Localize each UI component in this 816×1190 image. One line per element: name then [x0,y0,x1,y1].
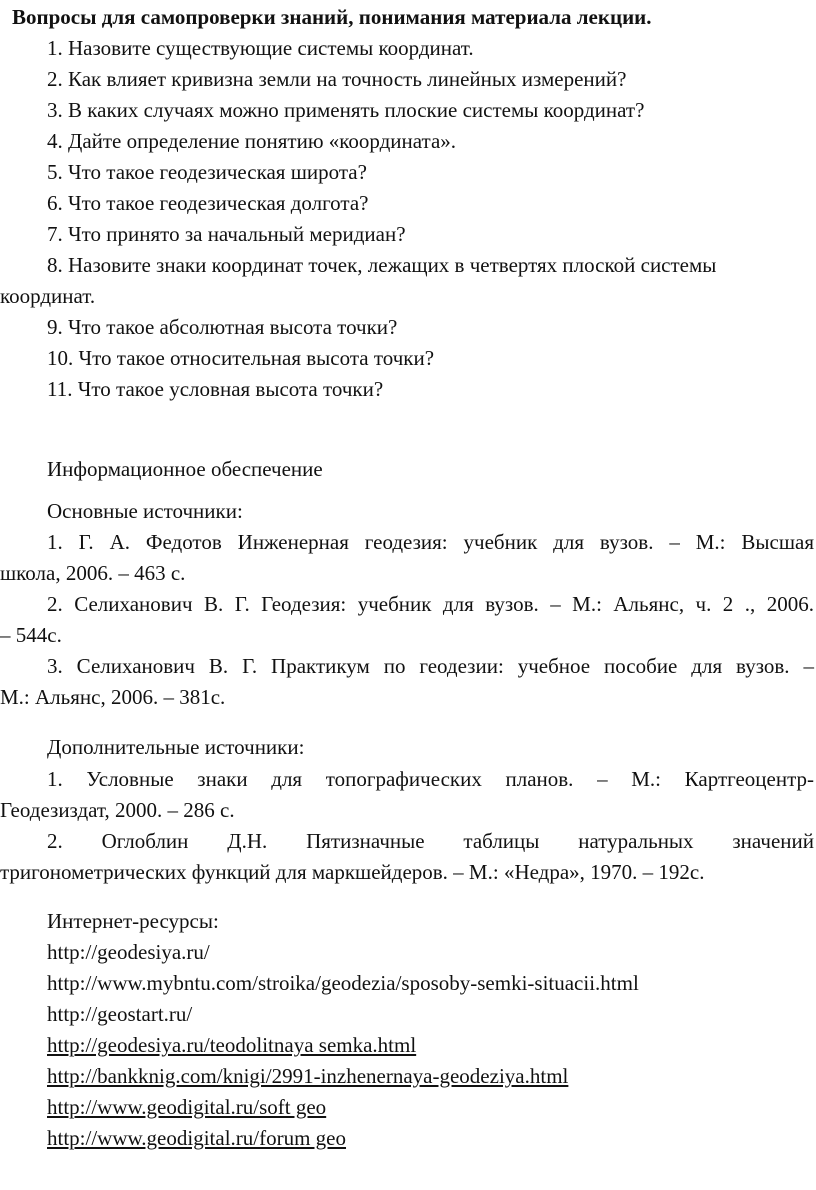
question-item: 7. Что принято за начальный меридиан? [47,222,406,246]
question-item: 9. Что такое абсолютная высота точки? [47,315,398,339]
extra-source-line: 1. Условные знаки для топографических планов. – М.: Картгеоцентр- [47,767,814,791]
extra-source-line: тригонометрических функций для маркшейдеров. – М.: «Недра», 1970. – 192с. [0,859,705,884]
question-item: 10. Что такое относительная высота точки? [47,346,435,370]
main-sources-heading: Основные источники: [47,499,243,523]
extra-source-item [0,764,814,825]
question-item: 5. Что такое геодезическая широта? [47,160,367,184]
main-source-item [0,589,814,650]
main-source-item [0,651,814,712]
extra-source-line: Геодезиздат, 2000. – 286 с. [0,797,235,822]
resource-link[interactable]: http://geodesiya.ru/ [47,940,210,964]
main-source-line: – 544с. [0,622,62,647]
question-item: 3. В каких случаях можно применять плоские системы координат? [47,98,645,122]
question-item: 4. Дайте определение понятию «координата». [47,129,457,153]
resource-link-row [47,1092,326,1123]
question-item: 6. Что такое геодезическая долгота? [47,191,369,215]
question-item: 1. Назовите существующие системы координат. [47,36,474,60]
main-source-item [0,527,814,588]
resource-link[interactable]: http://www.geodigital.ru/soft geo [47,1095,327,1119]
main-source-line: школа, 2006. – 463 с. [0,560,186,585]
main-source-line: 2. Селиханович В. Г. Геодезия: учебник для вузов. – М.: Альянс, ч. 2 ., 2006. [47,592,814,616]
extra-source-line: 2. Оглоблин Д.Н. Пятизначные таблицы натуральных значений [47,829,814,853]
main-source-line: М.: Альянс, 2006. – 381с. [0,684,226,709]
internet-heading: Интернет-ресурсы: [47,909,219,933]
main-source-line: 3. Селиханович В. Г. Практикум по геодезии: учебное пособие для вузов. – [47,654,814,678]
question-item: 2. Как влияет кривизна земли на точность линейных измерений? [47,67,627,91]
resource-link[interactable]: http://www.geodigital.ru/forum geo [47,1126,347,1150]
page-title: Вопросы для самопроверки знаний, понимания материала лекции. [12,5,652,29]
question-item: 11. Что такое условная высота точки? [47,377,384,401]
resource-link[interactable]: http://bankknig.com/knigi/2991-inzhenernaya-geodeziya.html [47,1064,569,1088]
extra-sources-heading: Дополнительные источники: [47,735,305,759]
info-heading: Информационное обеспечение [47,457,323,481]
resource-link[interactable]: http://geodesiya.ru/teodolitnaya semka.html [47,1033,417,1057]
resource-link-row [47,1030,416,1061]
extra-source-item [0,826,814,887]
resource-link-row [47,1061,568,1092]
question-item-continued: координат. [0,284,96,308]
question-item: 8. Назовите знаки координат точек, лежащих в четвертях плоской системы [47,253,717,277]
main-source-line: 1. Г. А. Федотов Инженерная геодезия: учебник для вузов. – М.: Высшая [47,530,814,554]
resource-link[interactable]: http://www.mybntu.com/stroika/geodezia/sposoby-semki-situacii.html [47,971,639,995]
resource-link-row [47,1123,346,1154]
resource-link[interactable]: http://geostart.ru/ [47,1002,193,1026]
